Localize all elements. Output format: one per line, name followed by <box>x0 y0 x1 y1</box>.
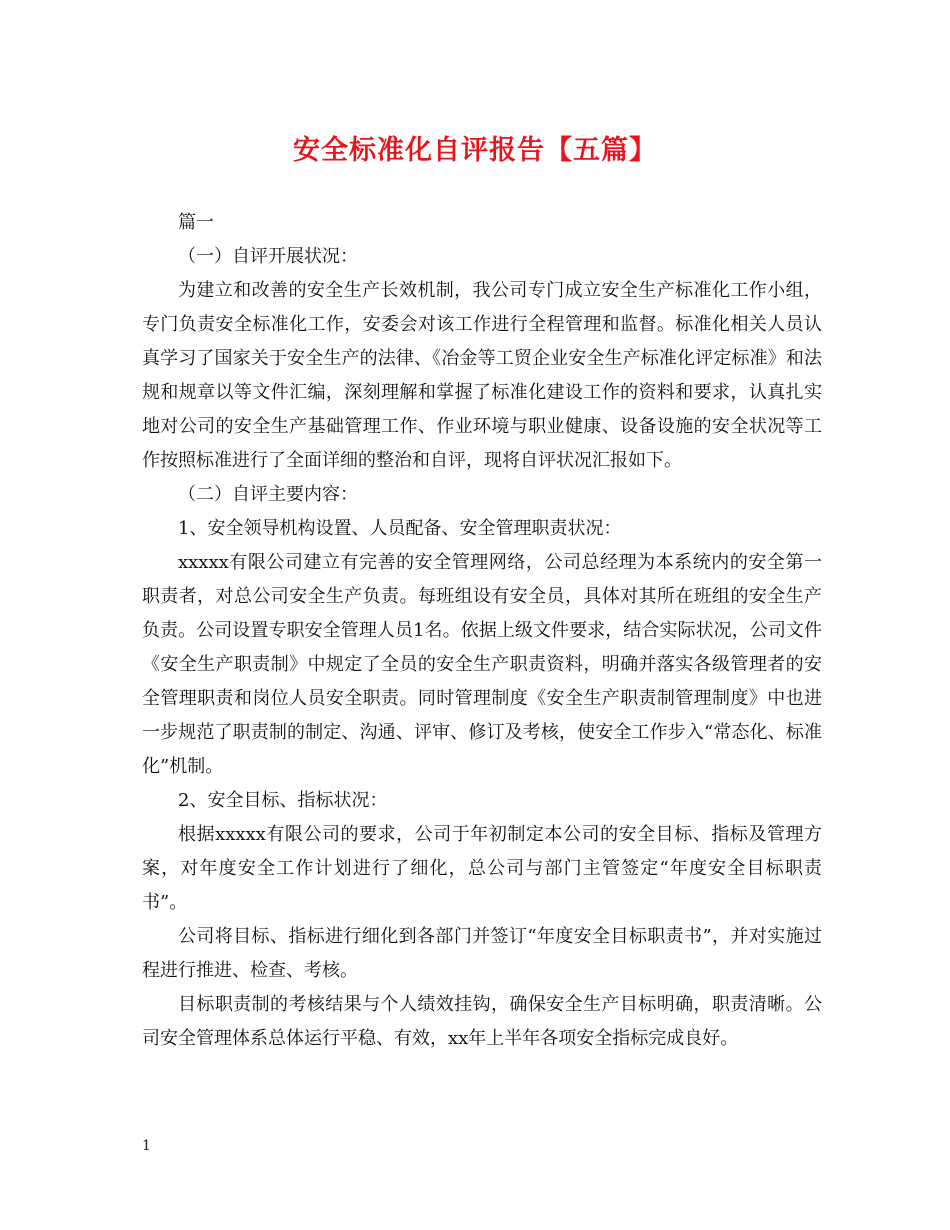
subsection-heading: （二）自评主要内容： <box>178 484 358 505</box>
body-paragraph: xxxxx有限公司建立有完善的安全管理网络，公司总经理为本系统内的安全第一职责者，对总公司安全生产负责。每班组设有安全员，具体对其所在班组的安全生产负责。公司设置专职安全管理人员1名。依据上级文件要求，结合实际状况，公司文件《安全生产职责制》中规定了全员的安全生产职责资料，明确并落实各级管理者的安全管理职责和岗位人员安全职责。同时管理制度《安全生产职责制管理制度》中也进一步规范了职责制的制定、沟通、评审、修订及考核，使安全工作步入“常态化、标准化”机制。 <box>142 552 822 777</box>
item-heading: 2、安全目标、指标状况： <box>178 790 388 811</box>
body-paragraph: 目标职责制的考核结果与个人绩效挂钩，确保安全生产目标明确，职责清晰。公司安全管理体系总体运行平稳、有效，xx年上半年各项安全指标完成良好。 <box>142 994 822 1049</box>
document-body <box>142 206 822 1056</box>
document-title: 安全标准化自评报告【五篇】 <box>293 135 657 166</box>
subsection-heading: （一）自评开展状况： <box>178 246 358 267</box>
body-paragraph: 根据xxxxx有限公司的要求，公司于年初制定本公司的安全目标、指标及管理方案，对年度安全工作计划进行了细化，总公司与部门主管签定“年度安全目标职责书”。 <box>142 824 822 913</box>
body-paragraph: 为建立和改善的安全生产长效机制，我公司专门成立安全生产标准化工作小组，专门负责安全标准化工作，安委会对该工作进行全程管理和监督。标准化相关人员认真学习了国家关于安全生产的法律、《冶金等工贸企业安全生产标准化评定标准》和法规和规章以等文件汇编，深刻理解和掌握了标准化建设工作的资料和要求，认真扎实地对公司的安全生产基础管理工作、作业环境与职业健康、设备设施的安全状况等工作按照标准进行了全面详细的整治和自评，现将自评状况汇报如下。 <box>142 280 822 471</box>
section-heading: 篇一 <box>178 212 214 233</box>
page-number: 1 <box>142 1138 151 1154</box>
body-paragraph: 公司将目标、指标进行细化到各部门并签订“年度安全目标职责书”，并对实施过程进行推进、检查、考核。 <box>142 926 822 981</box>
item-heading: 1、安全领导机构设置、人员配备、安全管理职责状况： <box>178 518 622 539</box>
